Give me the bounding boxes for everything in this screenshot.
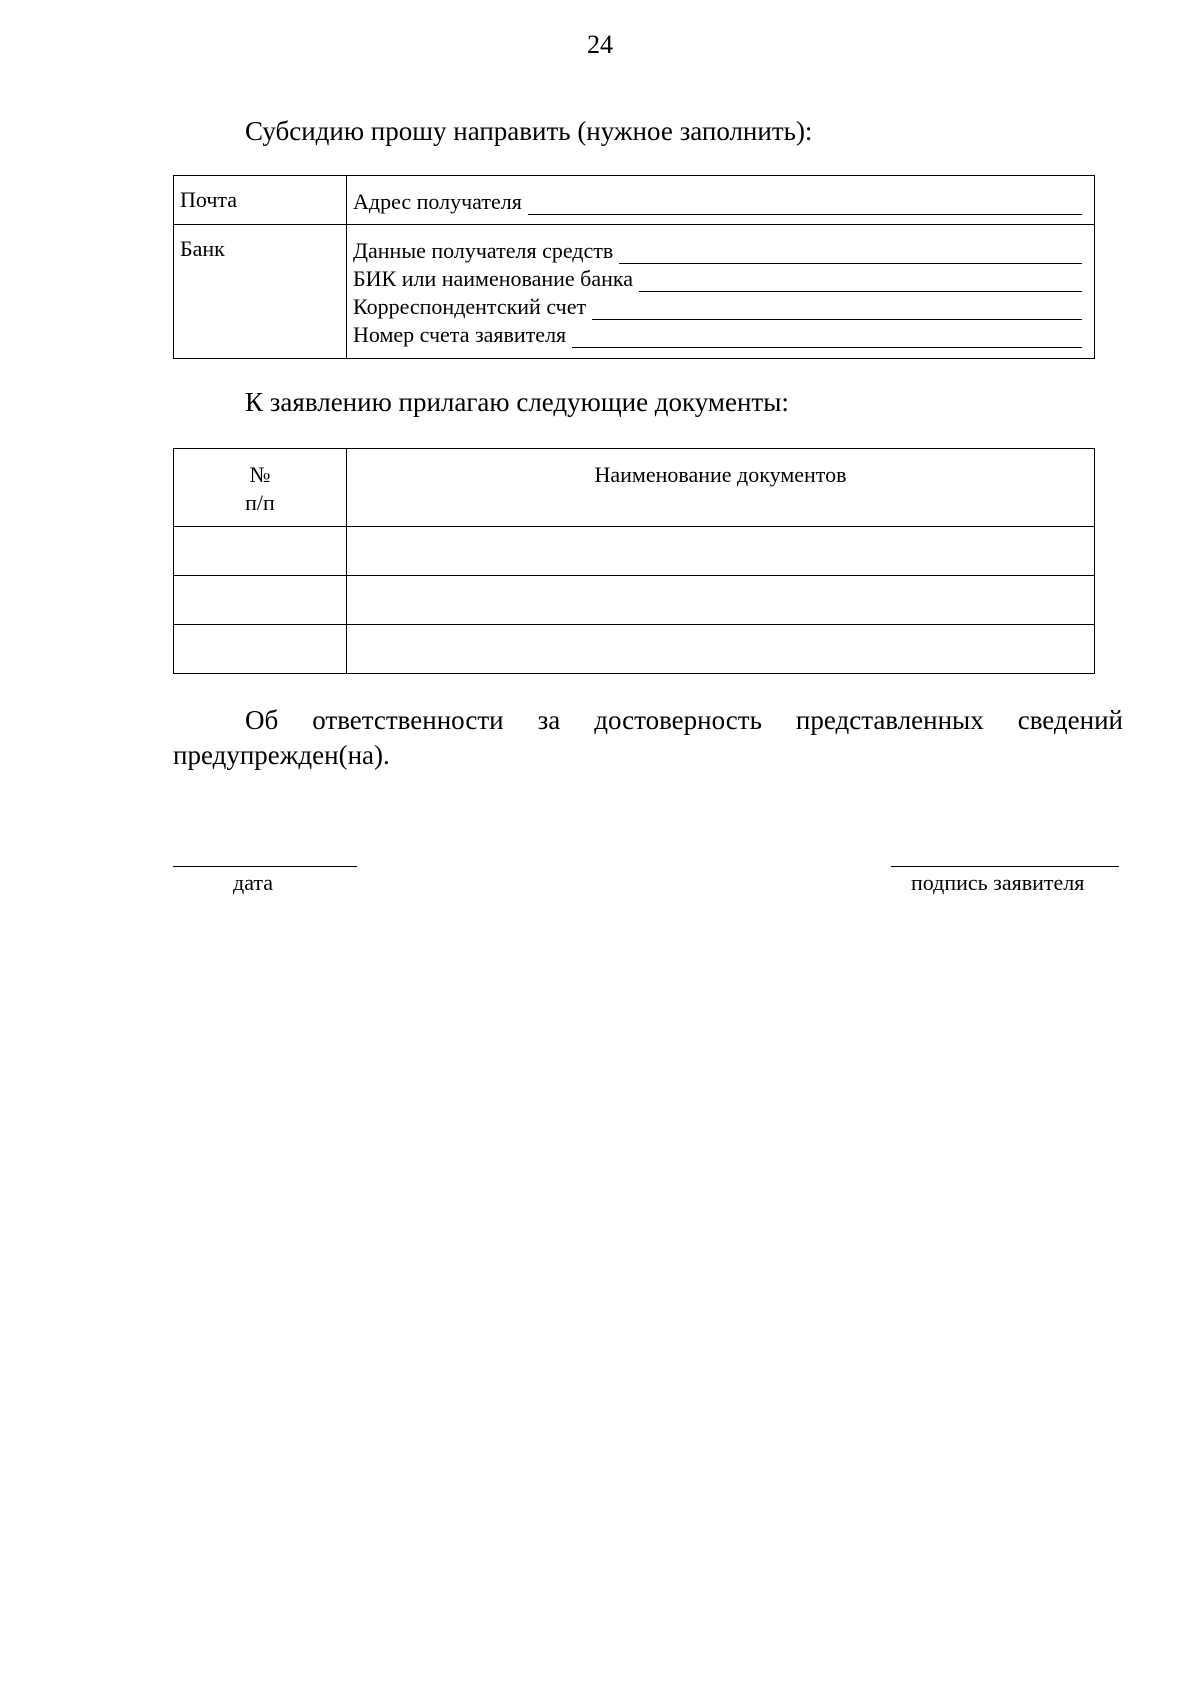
number-abbrev: п/п — [245, 490, 275, 515]
signature-blank[interactable] — [891, 866, 1119, 867]
recipient-data-field[interactable] — [353, 236, 1088, 264]
correspondent-account-label: Корреспондентский счет — [353, 294, 587, 319]
subsidy-heading: Субсидию прошу направить (нужное заполнить): — [245, 116, 813, 146]
row-number-cell[interactable] — [174, 527, 347, 576]
bank-method-label: Банк — [180, 236, 225, 261]
bank-bik-blank[interactable] — [639, 271, 1082, 292]
row-name-cell[interactable] — [347, 576, 1095, 625]
post-row — [174, 176, 1095, 225]
applicant-account-field[interactable] — [353, 320, 1088, 348]
responsibility-statement: Об ответственности за достоверность представленных сведений предупрежден(на). — [173, 705, 1123, 770]
name-column-header: Наименование документов — [347, 449, 1095, 527]
table-row — [174, 576, 1095, 625]
recipient-address-label: Адрес получателя — [353, 189, 522, 214]
bank-bik-field[interactable] — [353, 264, 1088, 292]
recipient-data-blank[interactable] — [619, 243, 1082, 264]
number-sign: № — [249, 462, 271, 487]
correspondent-account-field[interactable] — [353, 292, 1088, 320]
bank-bik-label: БИК или наименование банка — [353, 266, 634, 291]
post-fields-cell — [347, 176, 1095, 225]
date-caption: дата — [233, 870, 274, 895]
page-number: 24 — [587, 30, 613, 59]
row-number-cell[interactable] — [174, 576, 347, 625]
correspondent-account-blank[interactable] — [592, 299, 1082, 320]
documents-table — [173, 448, 1095, 674]
table-row — [174, 527, 1095, 576]
recipient-address-field[interactable] — [353, 187, 1088, 215]
bank-row — [174, 225, 1095, 359]
bank-fields-cell — [347, 225, 1095, 359]
recipient-data-label: Данные получателя средств — [353, 238, 614, 263]
applicant-account-label: Номер счета заявителя — [353, 322, 567, 347]
row-number-cell[interactable] — [174, 625, 347, 674]
recipient-address-blank[interactable] — [528, 194, 1082, 215]
number-column-header — [174, 449, 347, 527]
delivery-method-table — [173, 175, 1095, 359]
row-name-cell[interactable] — [347, 527, 1095, 576]
date-blank[interactable] — [173, 866, 357, 867]
documents-heading: К заявлению прилагаю следующие документы: — [245, 387, 789, 417]
table-row — [174, 625, 1095, 674]
row-name-cell[interactable] — [347, 625, 1095, 674]
bank-method-cell — [174, 225, 347, 359]
signature-caption: подпись заявителя — [911, 870, 1085, 895]
post-method-label: Почта — [180, 187, 238, 212]
post-method-cell — [174, 176, 347, 225]
documents-table-header — [174, 449, 1095, 527]
applicant-account-blank[interactable] — [572, 327, 1082, 348]
